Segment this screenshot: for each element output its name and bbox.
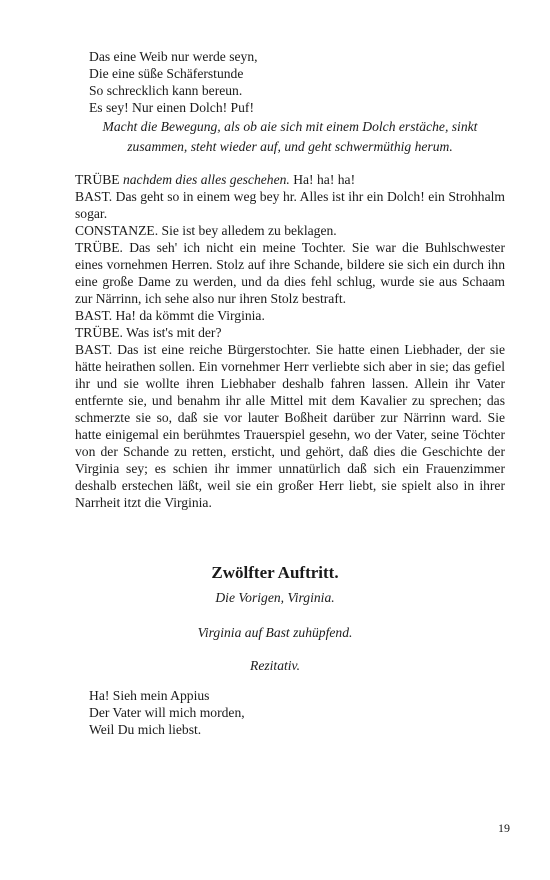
- dialogue-paragraph: [75, 324, 505, 341]
- speech-text: Das seh' ich nicht ein meine Tochter. Sie war die Buhlschwester eines vornehmen Herren. Stolz auf ihre Schande, bildere sie sich ein durch ihn eine große Dame zu werden, und da dies fehl schlug, wurde sie aus Schaam zur Närrinn, ich sehe also nur ihren Stolz bestraft.: [75, 240, 505, 306]
- verse-line: Ha! Sieh mein Appius: [89, 688, 210, 703]
- speech-text: Was ist's mit der?: [122, 325, 222, 340]
- speaker-name: CONSTANZE.: [75, 223, 159, 238]
- text-column: [75, 48, 505, 511]
- page-number: 19: [498, 821, 510, 835]
- dialogue-paragraph: [75, 222, 505, 239]
- speaker-name: TRÜBE.: [75, 325, 123, 340]
- scene-direction: Virginia auf Bast zuhüpfend.: [197, 625, 353, 640]
- speech-text: Ha! da kömmt die Virginia.: [112, 308, 265, 323]
- verse-line: Der Vater will mich morden,: [89, 705, 245, 720]
- verse-top: [75, 48, 505, 116]
- verse-line: Die eine süße Schäferstunde: [89, 66, 244, 81]
- stage-direction-line: Macht die Bewegung, als ob aie sich mit einem Dolch erstäche, sinkt: [102, 119, 478, 134]
- speech-text: Ha! ha! ha!: [289, 172, 356, 187]
- dialogue-paragraph: [75, 188, 505, 222]
- speaker-name: BAST.: [75, 308, 113, 323]
- verse-line: Weil Du mich liebst.: [89, 722, 202, 737]
- stage-direction-line: zusammen, steht wieder auf, und geht schwermüthig herum.: [127, 139, 453, 154]
- speech-text: Sie ist bey alledem zu beklagen.: [158, 223, 337, 238]
- speech-text: Das geht so in einem weg bey hr. Alles ist ihr ein Dolch! ein Strohhalm sogar.: [75, 189, 505, 221]
- speaker-name: TRÜBE: [75, 172, 120, 187]
- dialogue-paragraph: [75, 171, 505, 188]
- scene-mode: Rezitativ.: [250, 658, 300, 673]
- dialogue-paragraph: [75, 239, 505, 307]
- speaker-direction: nachdem dies alles geschehen.: [119, 172, 290, 187]
- speaker-name: TRÜBE.: [75, 240, 123, 255]
- verse-bottom: [89, 687, 245, 738]
- verse-line: Das eine Weib nur werde seyn,: [89, 49, 258, 64]
- verse-line: So schrecklich kann bereun.: [89, 83, 243, 98]
- scene-persons: Die Vorigen, Virginia.: [215, 590, 335, 605]
- verse-line: Es sey! Nur einen Dolch! Puf!: [89, 100, 254, 115]
- speaker-name: BAST.: [75, 189, 113, 204]
- speech-text: Das ist eine reiche Bürgerstochter. Sie hatte einen Liebhader, der sie hätte heirathen sollen. Ein vornehmer Herr verliebte sich aber in sie; das gefiel ihr und sie wollte ihren Liebhaber deshalb fahren lassen. Allein ihr Vater entfernte sie, und benahm ihr alle Mittel mit dem Kavalier zu sprechen; das schmerzte sie so, daß sie vor lauter Boßheit darüber zur Närrinn ward. Sie hatte einigemal ein berühmtes Trauerspiel gesehn, wo der Vater, seine Töchter von der Schande zu retten, ersticht, und gehört, daß dies die Geschichte der Virginia sey; es schien ihr immer unnatürlich daß sich ein Frauenzimmer deshalb erstechen läßt, weil sie ein großer Herr liebt, sie spielt also in ihrer Narrheit itzt die Virginia.: [75, 342, 505, 510]
- scene-title: Zwölfter Auftritt.: [211, 563, 339, 582]
- dialogue-paragraph: [75, 307, 505, 324]
- stage-direction: [75, 117, 505, 156]
- dialogue-paragraph: [75, 341, 505, 511]
- speaker-name: BAST.: [75, 342, 113, 357]
